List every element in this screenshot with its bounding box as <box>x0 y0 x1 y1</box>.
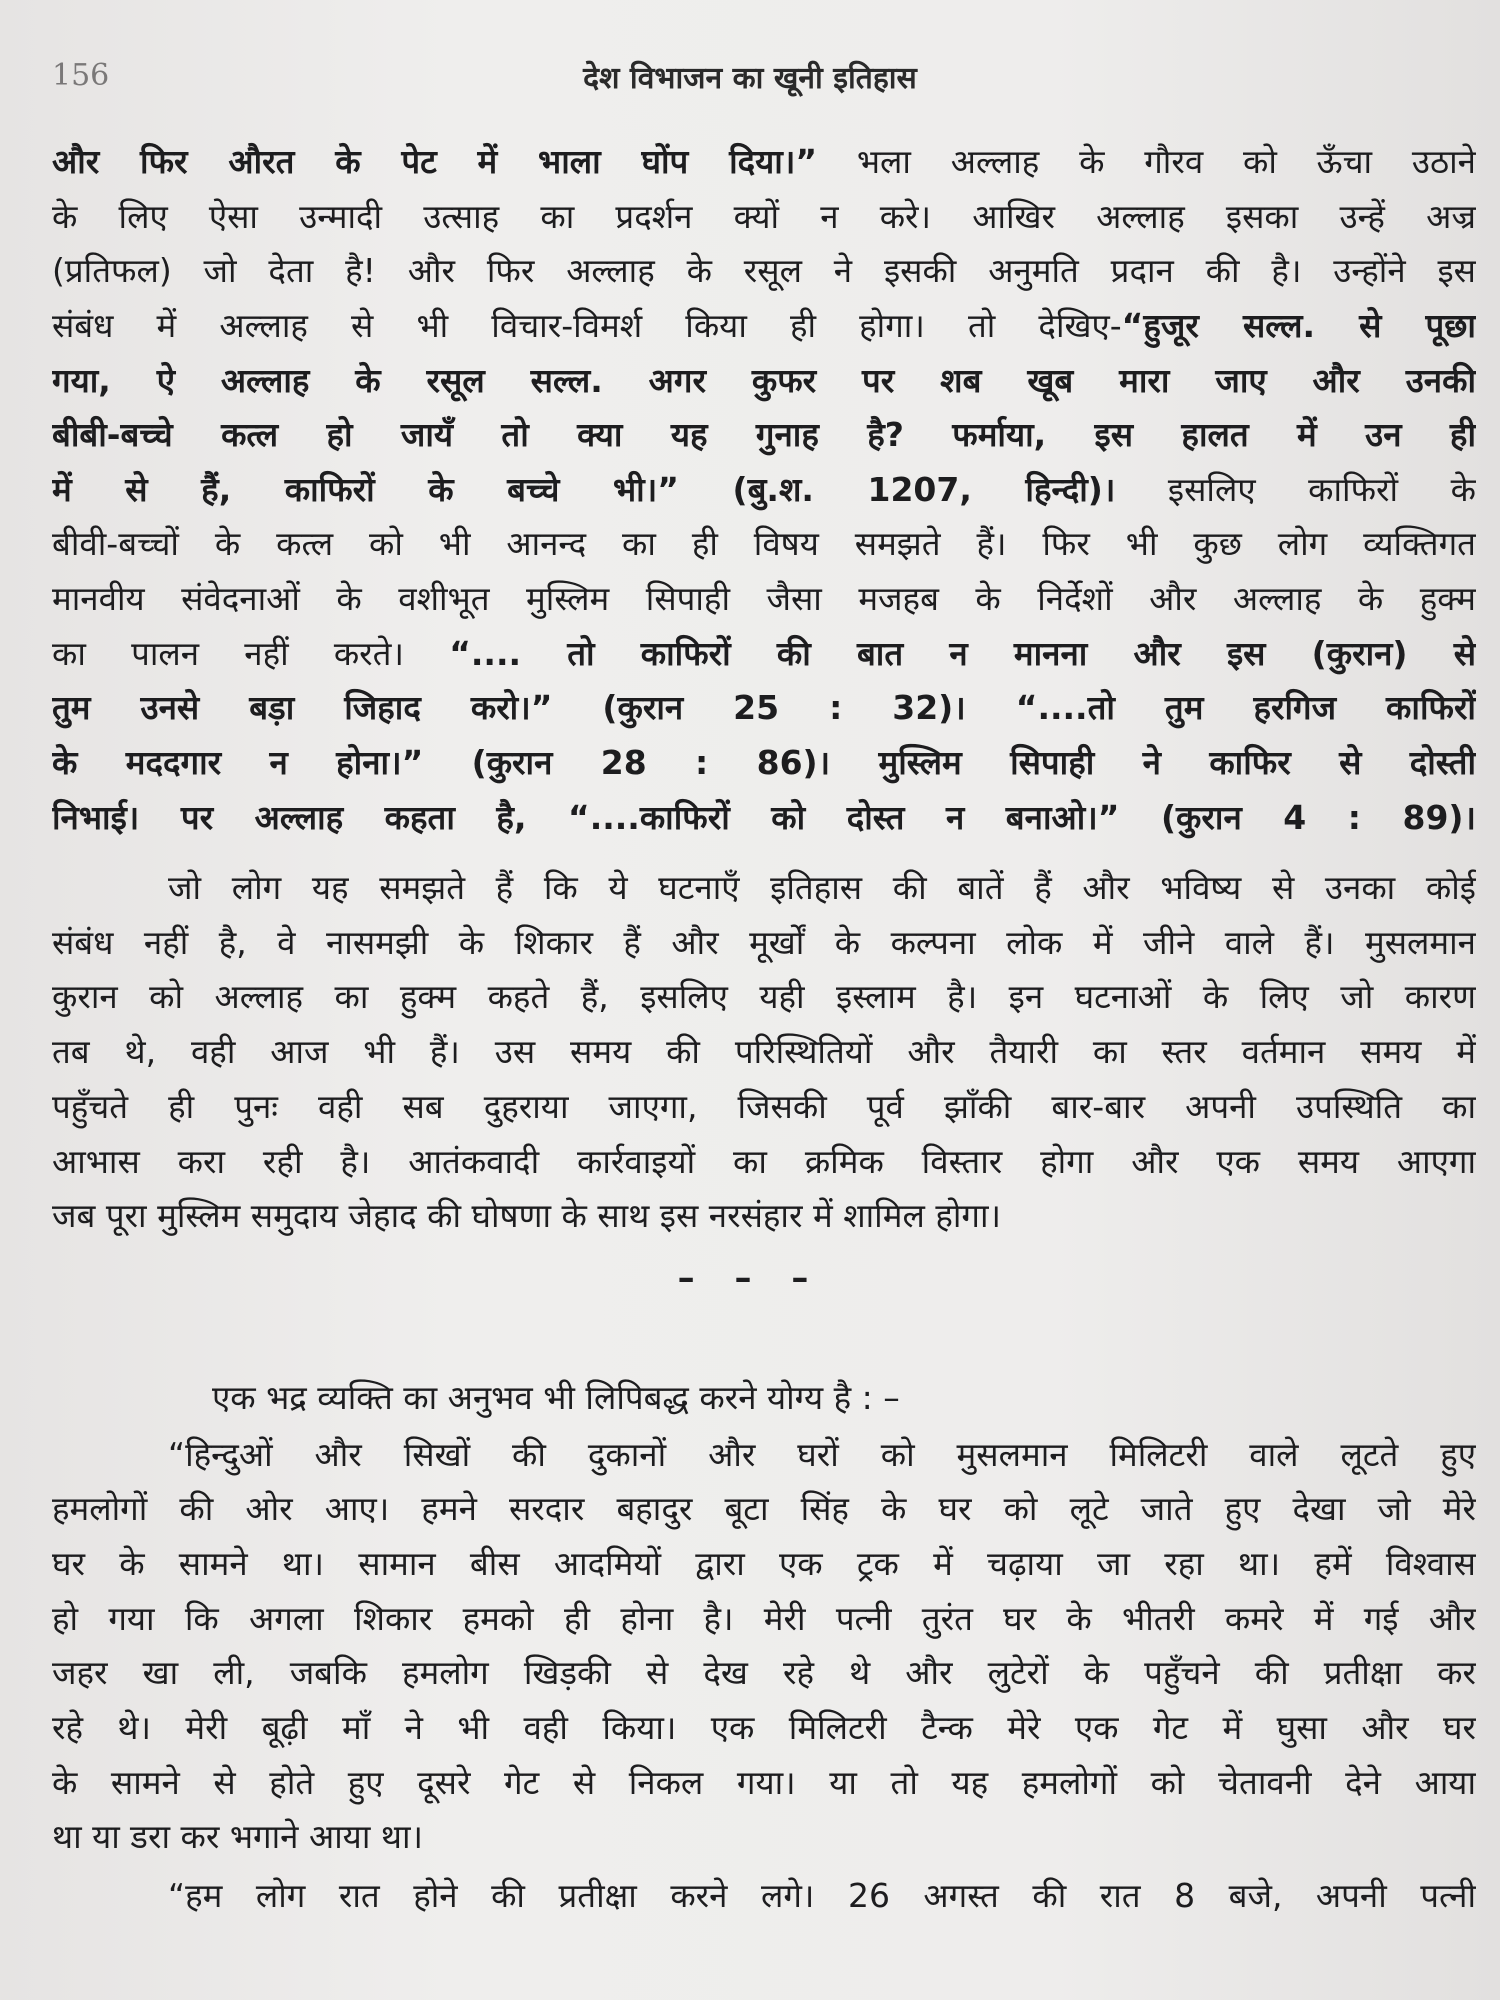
text-line <box>52 921 1476 967</box>
text-span: मानवीय संवेदनाओं के वशीभूत मुस्लिम सिपाही जैसा मजहब के निर्देशों और अल्लाह के हुक्म <box>52 579 1476 618</box>
text-span: एक भद्र व्यक्ति का अनुभव भी लिपिबद्ध करने योग्य है : – <box>212 1378 900 1417</box>
text-line <box>52 413 1476 459</box>
text-line <box>52 1487 1476 1533</box>
text-span: “हम लोग रात होने की प्रतीक्षा करने लगे। 26 अगस्त की रात 8 बजे, अपनी पत्नी <box>168 1876 1476 1915</box>
bold-quote-text: “.... तो काफिरों की बात न मानना और इस (कुरान) से <box>449 634 1476 673</box>
bold-quote-text: गया, ऐ अल्लाह के रसूल सल्ल. अगर कुफर पर शब खूब मारा जाए और उनकी <box>52 361 1476 400</box>
text-line <box>52 1761 1476 1807</box>
text-span: हमलोगों की ओर आए। हमने सरदार बहादुर बूटा सिंह के घर को लूटे जाते हुए देखा जो मेरे <box>52 1489 1476 1528</box>
text-line <box>52 577 1476 623</box>
bold-quote-text: “हुजूर सल्ल. से पूछा <box>1121 306 1476 345</box>
text-line <box>52 249 1476 295</box>
text-line <box>52 975 1476 1021</box>
text-line <box>52 1376 1476 1422</box>
text-line <box>52 522 1476 568</box>
text-span: पहुँचते ही पुनः वही सब दुहराया जाएगा, जिसकी पूर्व झाँकी बार-बार अपनी उपस्थिति का <box>52 1087 1476 1126</box>
page-number: 156 <box>52 58 110 93</box>
text-span: हो गया कि अगला शिकार हमको ही होना है। मेरी पत्नी तुरंत घर के भीतरी कमरे में गई और <box>52 1599 1476 1638</box>
text-line <box>52 1874 1476 1920</box>
text-span: था या डरा कर भगाने आया था। <box>52 1817 423 1856</box>
text-span: संबंध नहीं है, वे नासमझी के शिकार हैं और मूर्खों के कल्पना लोक में जीने वाले हैं। मुसलमान <box>52 923 1476 962</box>
text-line <box>52 1542 1476 1588</box>
bold-quote-text: और फिर औरत के पेट में भाला घोंप दिया।” <box>52 142 818 181</box>
text-line <box>52 1194 1476 1240</box>
text-span: घर के सामने था। सामान बीस आदमियों द्वारा एक ट्रक में चढ़ाया जा रहा था। हमें विश्वास <box>52 1544 1476 1583</box>
text-line <box>52 1085 1476 1131</box>
bold-quote-text: निभाई। पर अल्लाह कहता है, “....काफिरों को दोस्त न बनाओ।” (कुरान 4 : 89)। <box>52 798 1476 837</box>
text-line <box>52 468 1476 514</box>
text-span: संबंध में अल्लाह से भी विचार-विमर्श किया ही होगा। तो देखिए- <box>52 306 1122 345</box>
text-line <box>52 195 1476 241</box>
text-line <box>52 304 1476 350</box>
text-line <box>52 1140 1476 1186</box>
text-span: (प्रतिफल) जो देता है! और फिर अल्लाह के रसूल ने इसकी अनुमति प्रदान की है। उन्होंने इस <box>52 251 1476 290</box>
text-span: कुरान को अल्लाह का हुक्म कहते हैं, इसलिए यही इस्लाम है। इन घटनाओं के लिए जो कारण <box>52 977 1476 1016</box>
text-span: जो लोग यह समझते हैं कि ये घटनाएँ इतिहास की बातें हैं और भविष्य से उनका कोई <box>168 868 1476 907</box>
text-span: जहर खा ली, जबकि हमलोग खिड़की से देख रहे थे और लुटेरों के पहुँचने की प्रतीक्षा कर <box>52 1653 1476 1692</box>
text-line <box>52 796 1476 842</box>
text-line <box>52 140 1476 186</box>
text-span: आभास करा रही है। आतंकवादी कार्रवाइयों का क्रमिक विस्तार होगा और एक समय आएगा <box>52 1142 1476 1181</box>
text-span: भला अल्लाह के गौरव को ऊँचा उठाने <box>817 142 1476 181</box>
text-span: रहे थे। मेरी बूढ़ी माँ ने भी वही किया। एक मिलिटरी टैन्क मेरे एक गेट में घुसा और घर <box>52 1708 1476 1747</box>
text-span: के लिए ऐसा उन्मादी उत्साह का प्रदर्शन क्यों न करे। आखिर अल्लाह इसका उन्हें अज्र <box>52 197 1476 236</box>
text-span: “हिन्दुओं और सिखों की दुकानों और घरों को मुसलमान मिलिटरी वाले लूटते हुए <box>168 1435 1476 1474</box>
text-span: जब पूरा मुस्लिम समुदाय जेहाद की घोषणा के साथ इस नरसंहार में शामिल होगा। <box>52 1196 1002 1235</box>
text-line <box>52 866 1476 912</box>
bold-quote-text: में से हैं, काफिरों के बच्चे भी।” (बु.श. 1207, हिन्दी)। <box>52 470 1116 509</box>
running-title: देश विभाजन का खूनी इतिहास <box>583 61 917 96</box>
text-line <box>52 1597 1476 1643</box>
text-span: बीवी-बच्चों के कत्ल को भी आनन्द का ही विषय समझते हैं। फिर भी कुछ लोग व्यक्तिगत <box>52 524 1476 563</box>
bold-quote-text: बीबी-बच्चे कत्ल हो जायँ तो क्या यह गुनाह है? फर्माया, इस हालत में उन ही <box>52 415 1476 454</box>
text-span: के सामने से होते हुए दूसरे गेट से निकल गया। या तो यह हमलोगों को चेतावनी देने आया <box>52 1763 1476 1802</box>
text-line <box>52 1706 1476 1752</box>
text-line <box>52 1815 1476 1861</box>
section-separator: – – – <box>677 1258 823 1298</box>
text-line <box>52 686 1476 732</box>
text-line <box>52 1651 1476 1697</box>
text-span: तब थे, वही आज भी हैं। उस समय की परिस्थितियों और तैयारी का स्तर वर्तमान समय में <box>52 1032 1476 1071</box>
text-span: का पालन नहीं करते। <box>52 634 450 673</box>
text-span: इसलिए काफिरों के <box>1115 470 1476 509</box>
text-line <box>52 1433 1476 1479</box>
text-line <box>52 359 1476 405</box>
text-line <box>52 741 1476 787</box>
text-line <box>52 632 1476 678</box>
text-line <box>52 1030 1476 1076</box>
bold-quote-text: के मददगार न होना।” (कुरान 28 : 86)। मुस्लिम सिपाही ने काफिर से दोस्ती <box>52 743 1476 782</box>
bold-quote-text: तुम उनसे बड़ा जिहाद करो।” (कुरान 25 : 32)। “....तो तुम हरगिज काफिरों <box>52 688 1476 727</box>
